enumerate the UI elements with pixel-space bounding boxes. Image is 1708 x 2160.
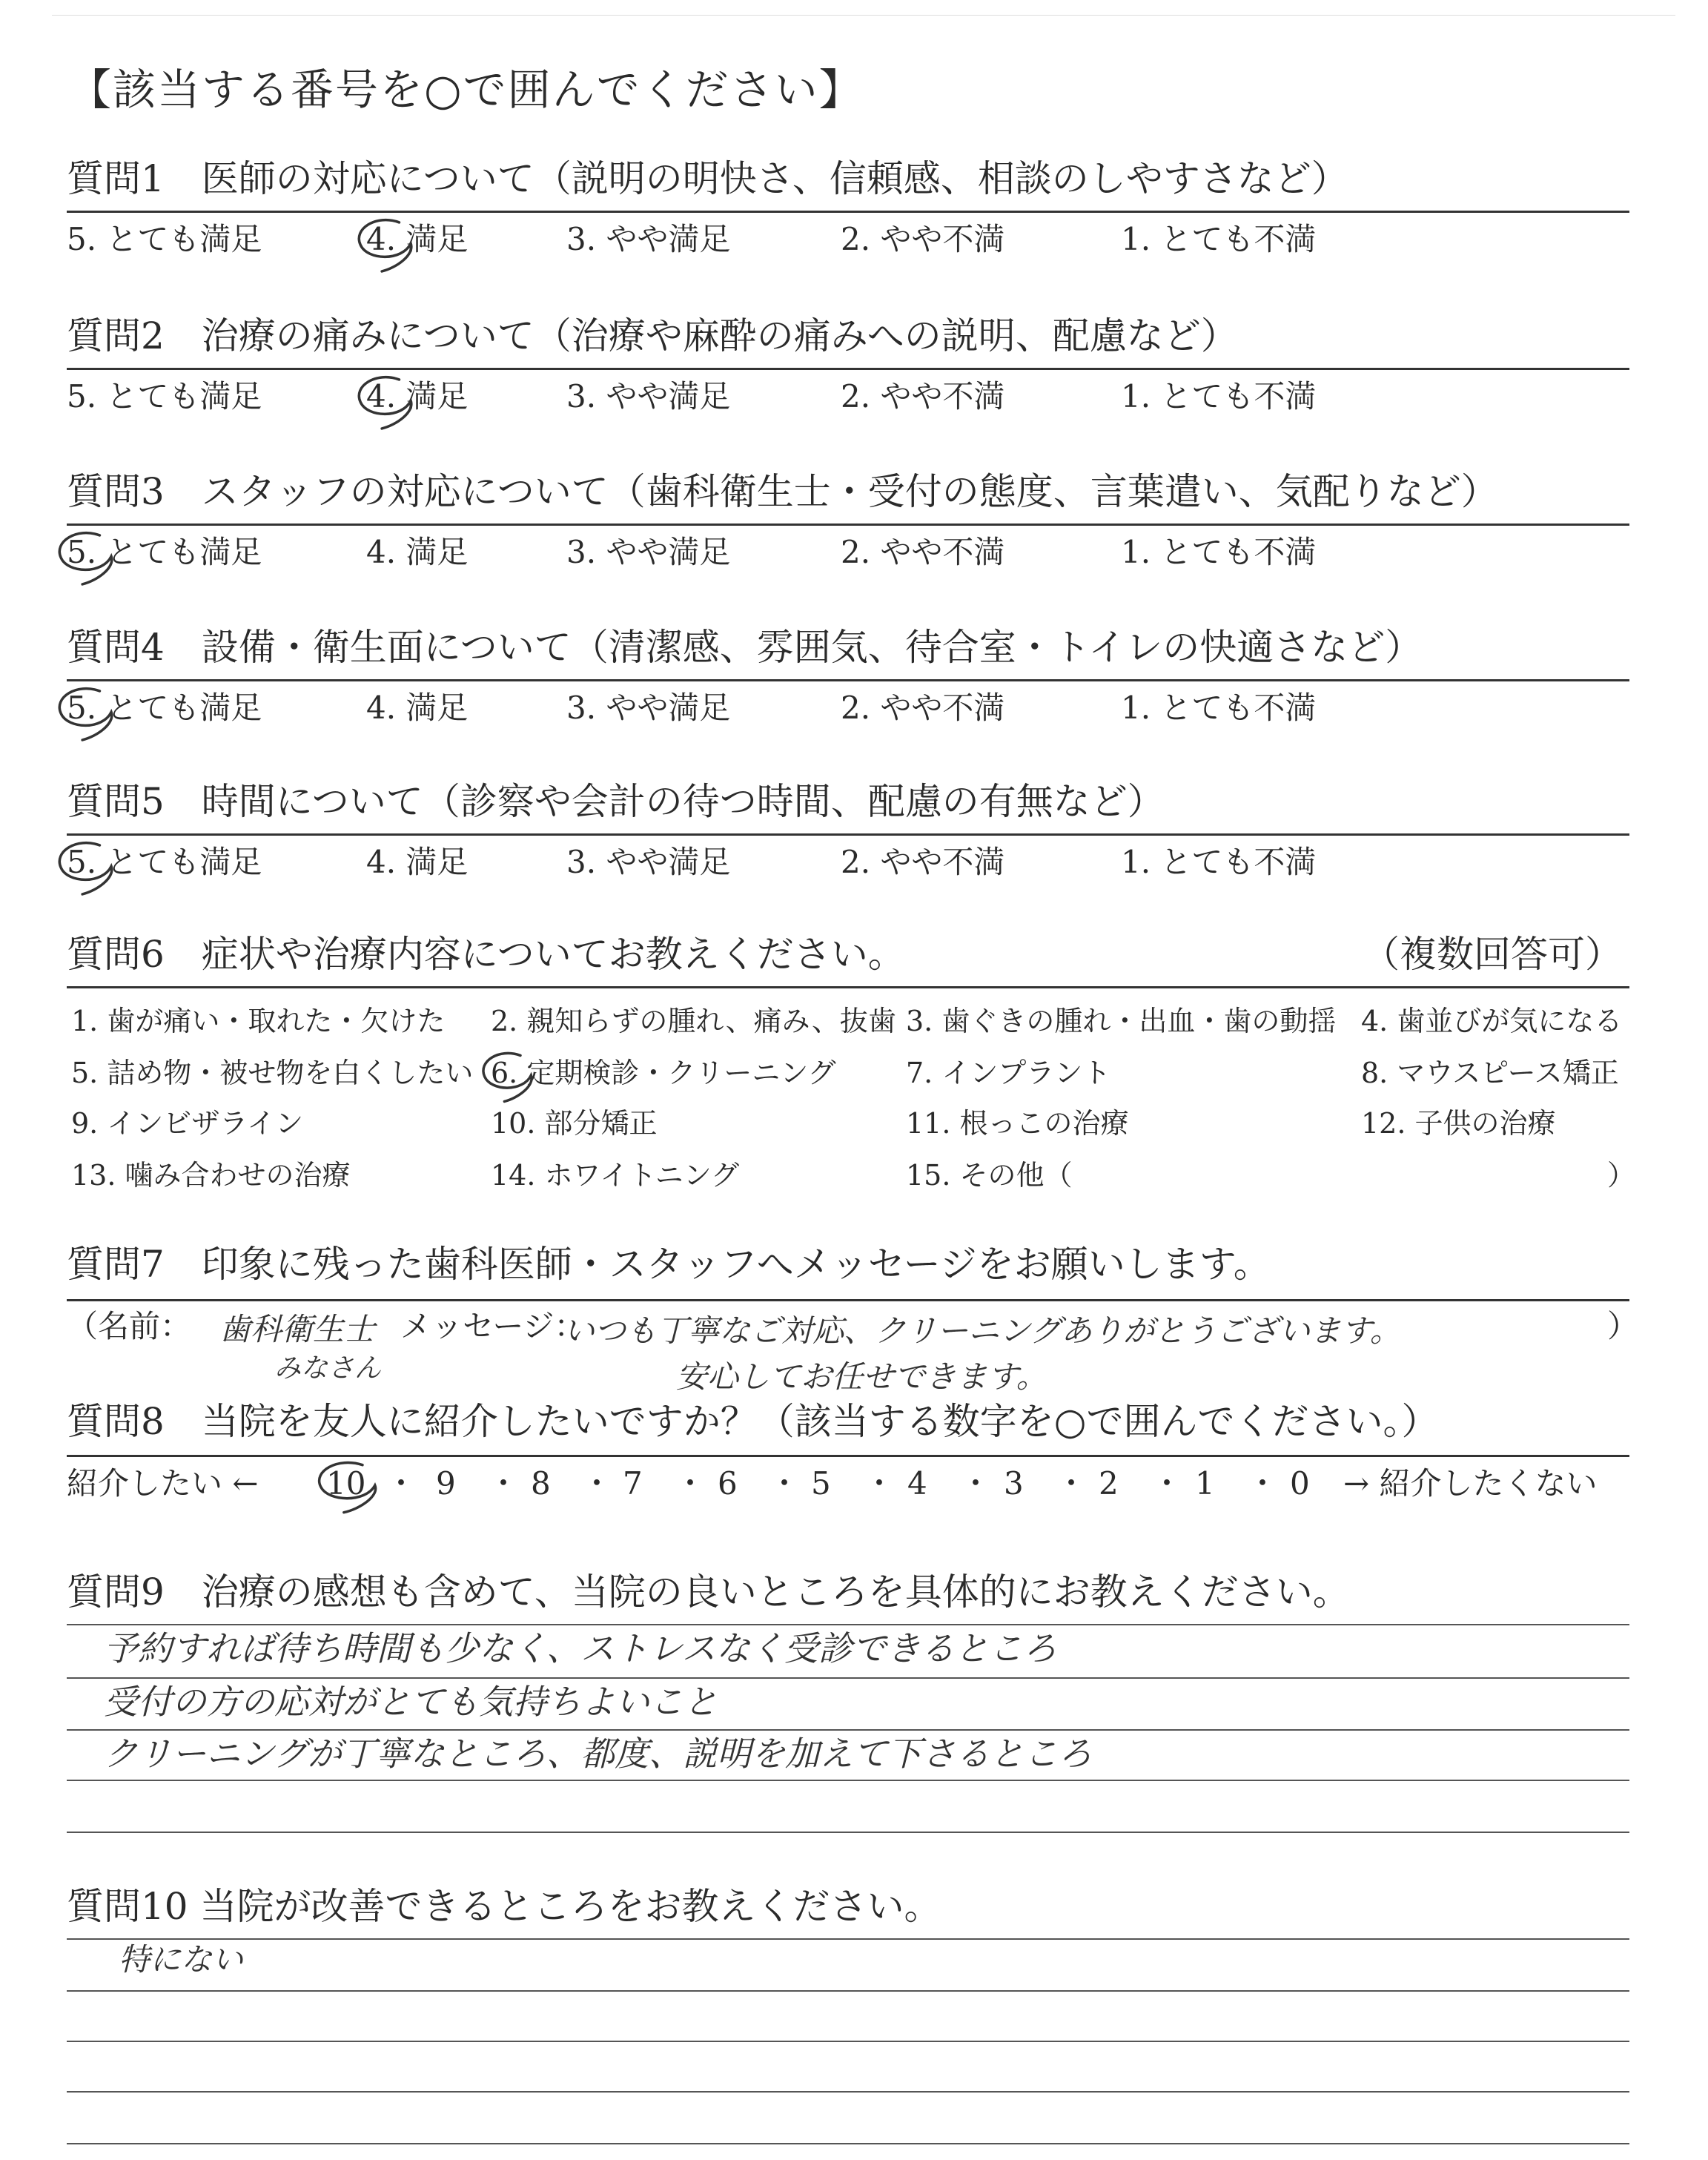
q7-title: 質問7 印象に残った歯科医師・スタッフへメッセージをお願いします。: [67, 1243, 1271, 1286]
q7-message-line1: いつも丁寧なご対応、クリーニングありがとうございます。: [563, 1312, 1401, 1349]
q6-title: 質問6 症状や治療内容についてお教えください。: [67, 933, 905, 976]
q6-option-15[interactable]: 15. その他（: [906, 1159, 1073, 1192]
q9-answer-line: [67, 1624, 1629, 1625]
q8-number-3[interactable]: 3: [1004, 1465, 1024, 1502]
q10-answer-line: [67, 1938, 1629, 1940]
q8-separator-dot: ・: [769, 1465, 801, 1502]
q2-title: 質問2 治療の痛みについて（治療や麻酔の痛みへの説明、配慮など）: [67, 314, 1238, 357]
q6-option-12[interactable]: 12. 子供の治療: [1361, 1107, 1556, 1140]
q4-selection-circle: [56, 685, 114, 734]
q5-option-4[interactable]: 4. 満足: [366, 844, 469, 880]
q10-answer-line: [67, 2041, 1629, 2042]
q1-title: 質問1 医師の対応について（説明の明快さ、信頼感、相談のしやすさなど）: [67, 157, 1348, 200]
q9-title: 質問9 治療の感想も含めて、当院の良いところを具体的にお教えください。: [67, 1571, 1350, 1614]
q8-number-1[interactable]: 1: [1195, 1465, 1215, 1502]
q6-other-close: ）: [1607, 1159, 1636, 1192]
q3-option-5[interactable]: 5. とても満足: [67, 534, 262, 570]
q7-close: ）: [1607, 1308, 1639, 1344]
q5-option-5[interactable]: 5. とても満足: [67, 844, 262, 880]
q1-rule: [67, 211, 1629, 213]
q7-rule: [67, 1299, 1629, 1301]
q6-option-9[interactable]: 9. インビザライン: [71, 1107, 304, 1140]
q2-rule: [67, 368, 1629, 370]
q5-option-1[interactable]: 1. とても不満: [1121, 844, 1317, 880]
q8-rule: [67, 1455, 1629, 1457]
q10-answer-line: [67, 2091, 1629, 2093]
q8-number-5[interactable]: 5: [811, 1465, 831, 1502]
q2-selection-circle: [356, 374, 414, 423]
q8-number-6[interactable]: 6: [718, 1465, 738, 1502]
q2-option-4[interactable]: 4. 満足: [366, 378, 469, 415]
q4-rule: [67, 679, 1629, 681]
q1-option-5[interactable]: 5. とても満足: [67, 221, 262, 257]
q6-option-4[interactable]: 4. 歯並びが気になる: [1361, 1005, 1623, 1037]
q5-option-3[interactable]: 3. やや満足: [566, 844, 731, 880]
q3-option-2[interactable]: 2. やや不満: [841, 534, 1005, 570]
q5-rule: [67, 833, 1629, 836]
q6-option-1[interactable]: 1. 歯が痛い・取れた・欠けた: [71, 1005, 446, 1037]
q8-title: 質問8 当院を友人に紹介したいですか？（該当する数字を○で囲んでください。）: [67, 1400, 1439, 1443]
q9-answer-line: [67, 1729, 1629, 1731]
q6-selection-circle: [480, 1050, 534, 1096]
q6-option-10[interactable]: 10. 部分矯正: [491, 1107, 658, 1140]
q3-option-4[interactable]: 4. 満足: [366, 534, 469, 570]
q6-note: （複数回答可）: [1363, 933, 1622, 976]
q6-option-8[interactable]: 8. マウスピース矯正: [1361, 1057, 1619, 1089]
q6-option-5[interactable]: 5. 詰め物・被せ物を白くしたい: [71, 1057, 474, 1089]
q5-option-2[interactable]: 2. やや不満: [841, 844, 1005, 880]
q1-option-1[interactable]: 1. とても不満: [1121, 221, 1317, 257]
q6-option-13[interactable]: 13. 噛み合わせの治療: [71, 1159, 351, 1192]
q10-answer-line: [67, 1990, 1629, 1992]
q5-title: 質問5 時間について（診察や会計の待つ時間、配慮の有無など）: [67, 780, 1165, 823]
q8-separator-dot: ・: [385, 1465, 417, 1502]
q8-right-label: → 紹介したくない: [1343, 1465, 1598, 1502]
q1-option-4[interactable]: 4. 満足: [366, 221, 469, 257]
q8-number-8[interactable]: 8: [531, 1465, 551, 1502]
q7-name-label: （名前：: [67, 1308, 192, 1344]
q3-rule: [67, 524, 1629, 526]
q3-title: 質問3 スタッフの対応について（歯科衛生士・受付の態度、言葉遣い、気配りなど）: [67, 470, 1498, 513]
q8-number-9[interactable]: 9: [436, 1465, 456, 1502]
q4-option-3[interactable]: 3. やや満足: [566, 690, 731, 726]
q4-option-2[interactable]: 2. やや不満: [841, 690, 1005, 726]
q2-option-2[interactable]: 2. やや不満: [841, 378, 1005, 415]
q9-answer-text: 予約すれば待ち時間も少なく、ストレスなく受診できるところ: [104, 1628, 1057, 1668]
q7-message-label: メッセージ：: [400, 1308, 586, 1344]
q8-selection-circle: [316, 1459, 378, 1507]
q8-number-0[interactable]: 0: [1290, 1465, 1310, 1502]
q3-selection-circle: [56, 529, 114, 578]
q6-option-7[interactable]: 7. インプラント: [906, 1057, 1111, 1089]
top-border: [52, 15, 1675, 16]
q8-separator-dot: ・: [864, 1465, 896, 1502]
q8-separator-dot: ・: [1247, 1465, 1279, 1502]
q8-number-4[interactable]: 4: [907, 1465, 927, 1502]
q6-option-3[interactable]: 3. 歯ぐきの腫れ・出血・歯の動揺: [906, 1005, 1337, 1037]
q8-separator-dot: ・: [488, 1465, 520, 1502]
q8-separator-dot: ・: [675, 1465, 706, 1502]
q7-message-line2: 安心してお任せできます。: [676, 1358, 1047, 1395]
q4-option-5[interactable]: 5. とても満足: [67, 690, 262, 726]
q7-name-value-line2: みなさん: [274, 1353, 382, 1384]
q8-separator-dot: ・: [1151, 1465, 1183, 1502]
q8-number-2[interactable]: 2: [1099, 1465, 1119, 1502]
q5-selection-circle: [56, 839, 114, 888]
q10-answer-text: 特にない: [119, 1941, 244, 1978]
q1-option-2[interactable]: 2. やや不満: [841, 221, 1005, 257]
q6-rule: [67, 986, 1629, 988]
q9-answer-line: [67, 1677, 1629, 1679]
q4-option-4[interactable]: 4. 満足: [366, 690, 469, 726]
q2-option-1[interactable]: 1. とても不満: [1121, 378, 1317, 415]
q9-answer-line: [67, 1832, 1629, 1833]
q9-answer-line: [67, 1780, 1629, 1781]
q10-title: 質問10 当院が改善できるところをお教えください。: [67, 1885, 941, 1928]
q8-number-10[interactable]: 10: [326, 1465, 366, 1502]
q8-separator-dot: ・: [581, 1465, 613, 1502]
q1-option-3[interactable]: 3. やや満足: [566, 221, 731, 257]
q9-answer-text: クリーニングが丁寧なところ、都度、説明を加えて下さるところ: [104, 1734, 1093, 1774]
q6-option-14[interactable]: 14. ホワイトニング: [491, 1159, 740, 1192]
q4-option-1[interactable]: 1. とても不満: [1121, 690, 1317, 726]
q7-name-value: 歯科衛生士: [219, 1311, 376, 1347]
q3-option-1[interactable]: 1. とても不満: [1121, 534, 1317, 570]
q2-option-3[interactable]: 3. やや満足: [566, 378, 731, 415]
q8-left-label: 紹介したい ←: [67, 1465, 259, 1502]
q2-option-5[interactable]: 5. とても満足: [67, 378, 262, 415]
q6-option-2[interactable]: 2. 親知らずの腫れ、痛み、抜歯: [491, 1005, 896, 1037]
q8-separator-dot: ・: [960, 1465, 992, 1502]
page-heading: 【該当する番号を○で囲んでください】: [68, 65, 864, 115]
q9-answer-text: 受付の方の応対がとても気持ちよいこと: [104, 1682, 718, 1722]
q1-selection-circle: [356, 217, 414, 265]
q10-answer-line: [67, 2143, 1629, 2144]
q8-separator-dot: ・: [1056, 1465, 1088, 1502]
q6-option-11[interactable]: 11. 根っこの治療: [906, 1107, 1129, 1140]
q3-option-3[interactable]: 3. やや満足: [566, 534, 731, 570]
q8-number-7[interactable]: 7: [623, 1465, 643, 1502]
q4-title: 質問4 設備・衛生面について（清潔感、雰囲気、待合室・トイレの快適さなど）: [67, 626, 1423, 669]
q6-option-6[interactable]: 6. 定期検診・クリーニング: [491, 1057, 836, 1089]
